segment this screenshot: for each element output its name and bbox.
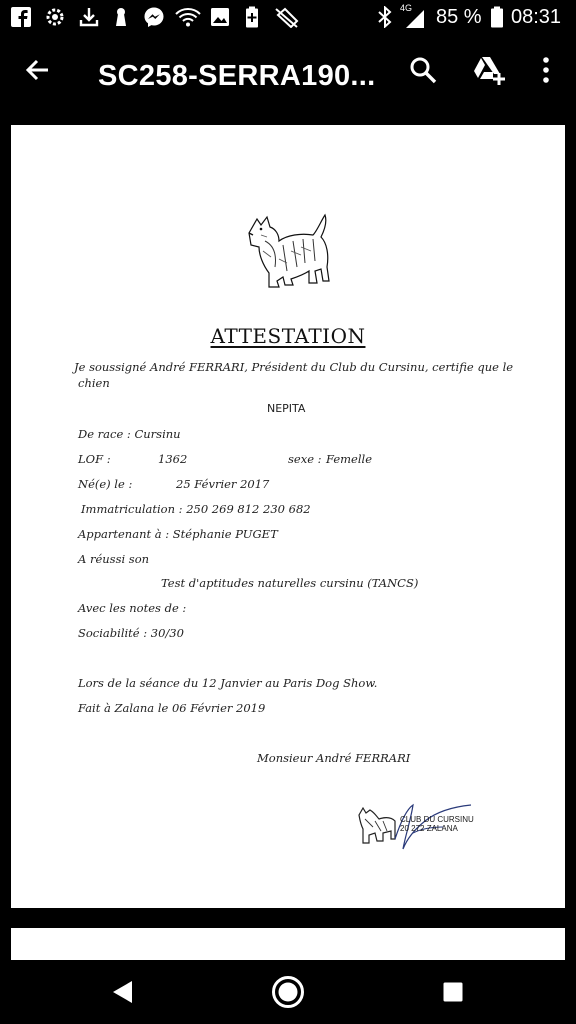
breed-line: De race : Cursinu bbox=[78, 427, 181, 441]
signal-icon bbox=[405, 9, 425, 29]
app-bar bbox=[0, 34, 576, 122]
sex-value: Femelle bbox=[326, 452, 373, 466]
back-arrow-icon[interactable] bbox=[22, 54, 54, 86]
facebook-icon bbox=[10, 6, 32, 28]
test-name-line: Test d'aptitudes naturelles cursinu (TANCS) bbox=[161, 576, 419, 590]
notes-label: Avec les notes de : bbox=[78, 601, 187, 615]
clock: 08:31 bbox=[511, 6, 562, 28]
network-type-label: 4G bbox=[400, 3, 413, 13]
immatriculation-line: Immatriculation : 250 269 812 230 682 bbox=[81, 502, 311, 516]
recents-square-icon[interactable] bbox=[433, 972, 473, 1012]
file-title: SC258-SERRA190... bbox=[98, 60, 376, 92]
document-heading: ATTESTATION bbox=[210, 324, 366, 348]
lock-icon bbox=[110, 6, 132, 28]
image-icon bbox=[209, 6, 231, 28]
session-line: Lors de la séance du 12 Janvier au Paris Dog Show. bbox=[78, 676, 378, 690]
lof-label: LOF : bbox=[78, 452, 111, 466]
birth-value: 25 Février 2017 bbox=[176, 477, 270, 491]
stamp-line-1: CLUB DU CURSINU bbox=[400, 815, 474, 824]
status-bar bbox=[0, 0, 576, 34]
back-triangle-icon[interactable] bbox=[102, 972, 142, 1012]
no-sound-icon bbox=[273, 6, 301, 28]
signer-name: Monsieur André FERRARI bbox=[257, 751, 411, 765]
document-page[interactable] bbox=[11, 125, 565, 908]
messenger-icon bbox=[143, 6, 165, 28]
dog-logo-icon bbox=[243, 211, 337, 289]
download-icon bbox=[78, 6, 100, 28]
intro-line-1: Je soussigné André FERRARI, Président du Club du Cursinu, certifie que le bbox=[74, 360, 514, 374]
drive-add-icon[interactable] bbox=[472, 54, 506, 86]
document-page-2[interactable] bbox=[11, 928, 565, 960]
sex-label: sexe : bbox=[288, 452, 322, 466]
bluetooth-icon bbox=[376, 6, 394, 28]
battery-saver-icon bbox=[241, 6, 263, 28]
wifi-icon bbox=[175, 6, 201, 28]
lof-value: 1362 bbox=[158, 452, 188, 466]
home-circle-icon[interactable] bbox=[268, 972, 308, 1012]
dog-name: NEPITA bbox=[267, 402, 306, 415]
sociability-line: Sociabilité : 30/30 bbox=[78, 626, 184, 640]
more-vert-icon[interactable] bbox=[530, 54, 562, 86]
intro-line-2: chien bbox=[78, 376, 110, 390]
owner-line: Appartenant à : Stéphanie PUGET bbox=[78, 527, 278, 541]
passed-line: A réussi son bbox=[78, 552, 150, 566]
navigation-bar bbox=[0, 960, 576, 1024]
search-icon[interactable] bbox=[407, 54, 439, 86]
battery-percent: 85 % bbox=[436, 6, 482, 28]
birth-label: Né(e) le : bbox=[78, 477, 133, 491]
settings-icon bbox=[44, 6, 66, 28]
battery-icon bbox=[490, 6, 504, 28]
stamp-line-2: 20 272 ZALANA bbox=[400, 824, 458, 833]
made-at-line: Fait à Zalana le 06 Février 2019 bbox=[78, 701, 266, 715]
